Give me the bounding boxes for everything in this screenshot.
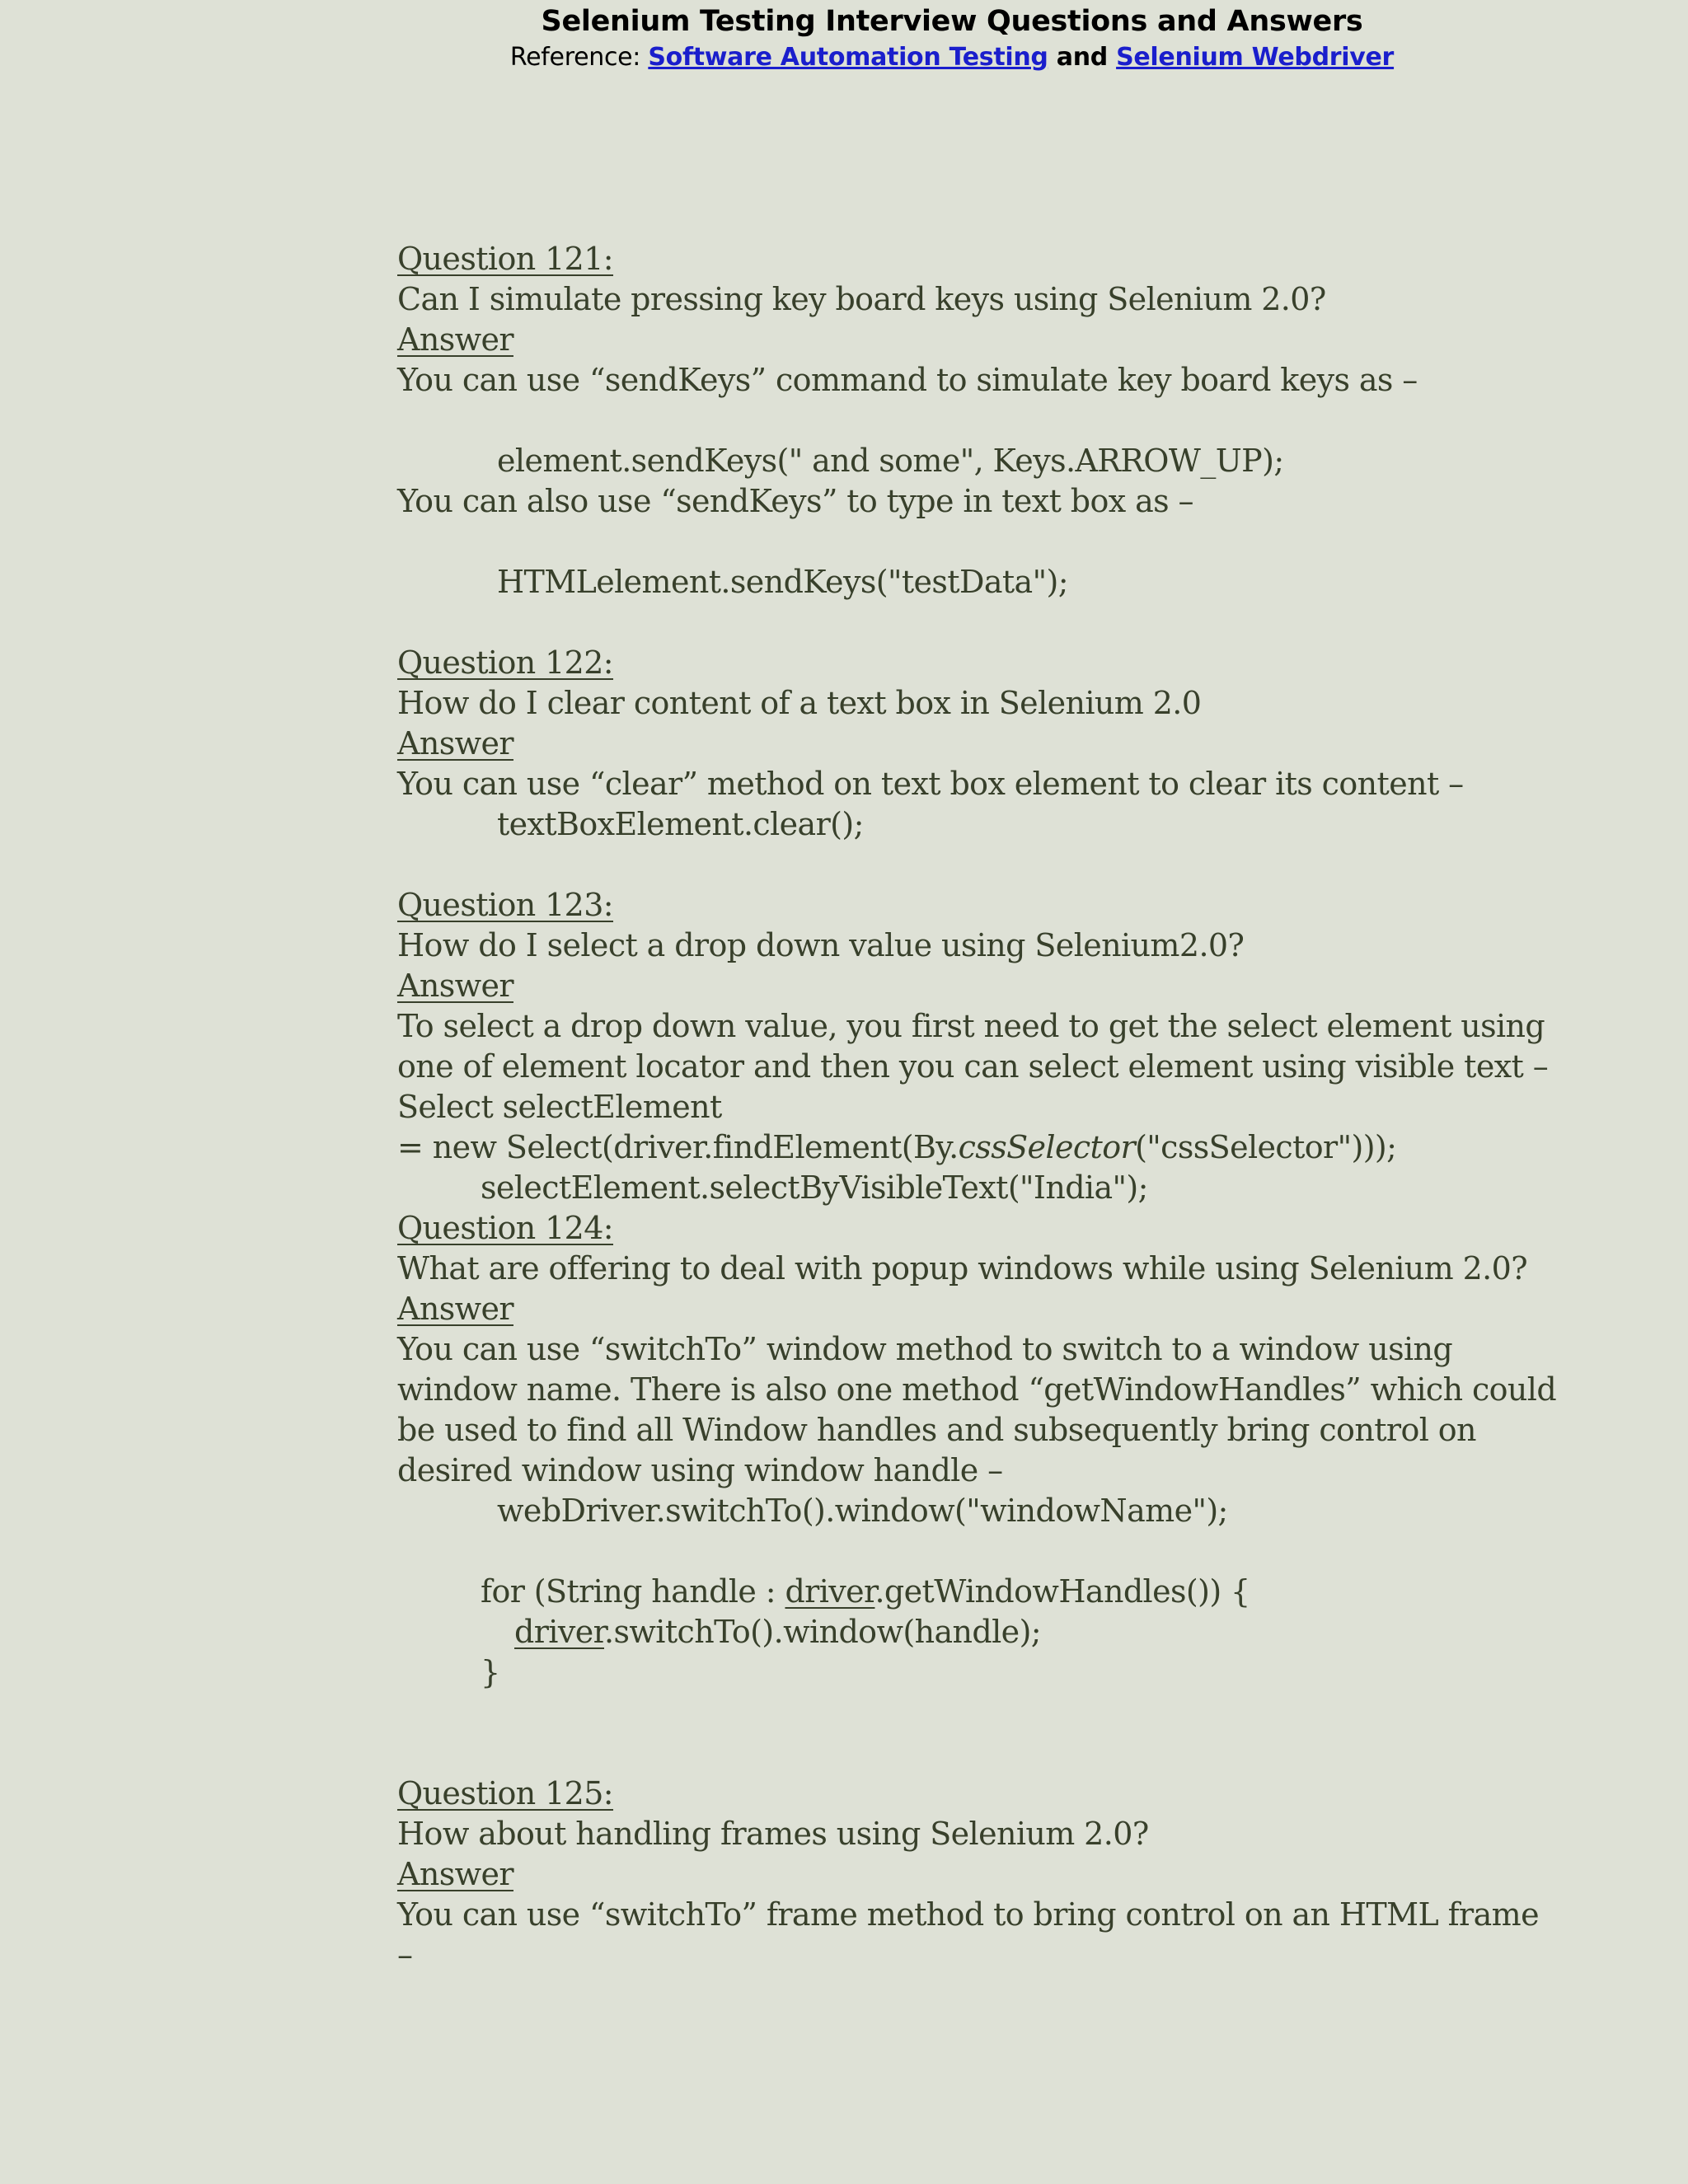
answer-124-code-2 <box>481 1572 1250 1612</box>
answer-124-code-4: } <box>481 1654 500 1690</box>
question-124-label: Question 124: <box>397 1210 614 1246</box>
answer-125-label: Answer <box>397 1856 513 1892</box>
answer-121-code-2: HTMLelement.sendKeys("testData"); <box>497 564 1068 600</box>
answer-121-line-2: You can also use “sendKeys” to type in text box as – <box>397 483 1193 519</box>
answer-122-line-1: You can use “clear” method on text box element to clear its content – <box>397 766 1464 802</box>
answer-124-line-4: desired window using window handle – <box>397 1452 1003 1488</box>
question-123-text: How do I select a drop down value using Selenium2.0? <box>397 927 1245 963</box>
reference-line <box>0 41 1688 74</box>
answer-124-label: Answer <box>397 1291 513 1327</box>
answer-123-label: Answer <box>397 968 513 1004</box>
question-123-label: Question 123: <box>397 887 614 923</box>
selenium-webdriver-link[interactable]: Selenium Webdriver <box>1116 43 1395 72</box>
question-122-label: Question 122: <box>397 644 614 681</box>
answer-124-line-3: be used to find all Window handles and subsequently bring control on <box>397 1412 1476 1448</box>
for-loop-end: .getWindowHandles()) { <box>874 1573 1250 1610</box>
code-2-end: ("cssSelector"))); <box>1135 1129 1397 1165</box>
code-2-start: = new Select(driver.findElement(By. <box>397 1129 959 1165</box>
reference-prefix: Reference: <box>509 43 649 72</box>
answer-124-code-1: webDriver.switchTo().window("windowName"); <box>497 1493 1228 1529</box>
driver-word: driver <box>785 1573 875 1610</box>
reference-and: and <box>1048 43 1117 72</box>
for-loop-start: for (String handle : <box>481 1573 785 1610</box>
answer-121-code-1: element.sendKeys(" and some", Keys.ARROW_UP); <box>497 443 1284 479</box>
answer-123-line-1: To select a drop down value, you first need to get the select element using <box>397 1008 1545 1044</box>
question-122-text: How do I clear content of a text box in Selenium 2.0 <box>397 685 1202 721</box>
answer-125-line-1: You can use “switchTo” frame method to bring control on an HTML frame <box>397 1896 1539 1933</box>
document-title: Selenium Testing Interview Questions and Answers <box>541 5 1363 38</box>
question-121-label: Question 121: <box>397 241 614 277</box>
answer-123-line-2: one of element locator and then you can select element using visible text – <box>397 1048 1549 1085</box>
answer-121-line-1: You can use “sendKeys” command to simulate key board keys as – <box>397 362 1418 398</box>
driver-word: driver <box>514 1614 604 1650</box>
answer-122-code-1: textBoxElement.clear(); <box>497 806 864 842</box>
answer-124-code-3 <box>514 1612 1041 1652</box>
answer-123-code-2 <box>397 1127 1396 1168</box>
question-125-label: Question 125: <box>397 1775 614 1811</box>
answer-123-code-1: Select selectElement <box>397 1089 722 1125</box>
question-124-text: What are offering to deal with popup windows while using Selenium 2.0? <box>397 1250 1527 1286</box>
css-selector-method: cssSelector <box>958 1129 1136 1165</box>
answer-124-line-1: You can use “switchTo” window method to switch to a window using <box>397 1331 1453 1367</box>
software-automation-testing-link[interactable]: Software Automation Testing <box>648 43 1048 72</box>
question-121-text: Can I simulate pressing key board keys using Selenium 2.0? <box>397 281 1326 317</box>
question-125-text: How about handling frames using Selenium 2.0? <box>397 1816 1149 1852</box>
answer-125-line-2: – <box>397 1937 413 1973</box>
answer-124-line-2: window name. There is also one method “getWindowHandles” which could <box>397 1371 1557 1408</box>
answer-123-code-3: selectElement.selectByVisibleText("India"); <box>481 1169 1148 1206</box>
answer-122-label: Answer <box>397 725 513 762</box>
answer-121-label: Answer <box>397 321 513 358</box>
switch-to-window-call: .switchTo().window(handle); <box>604 1614 1041 1650</box>
